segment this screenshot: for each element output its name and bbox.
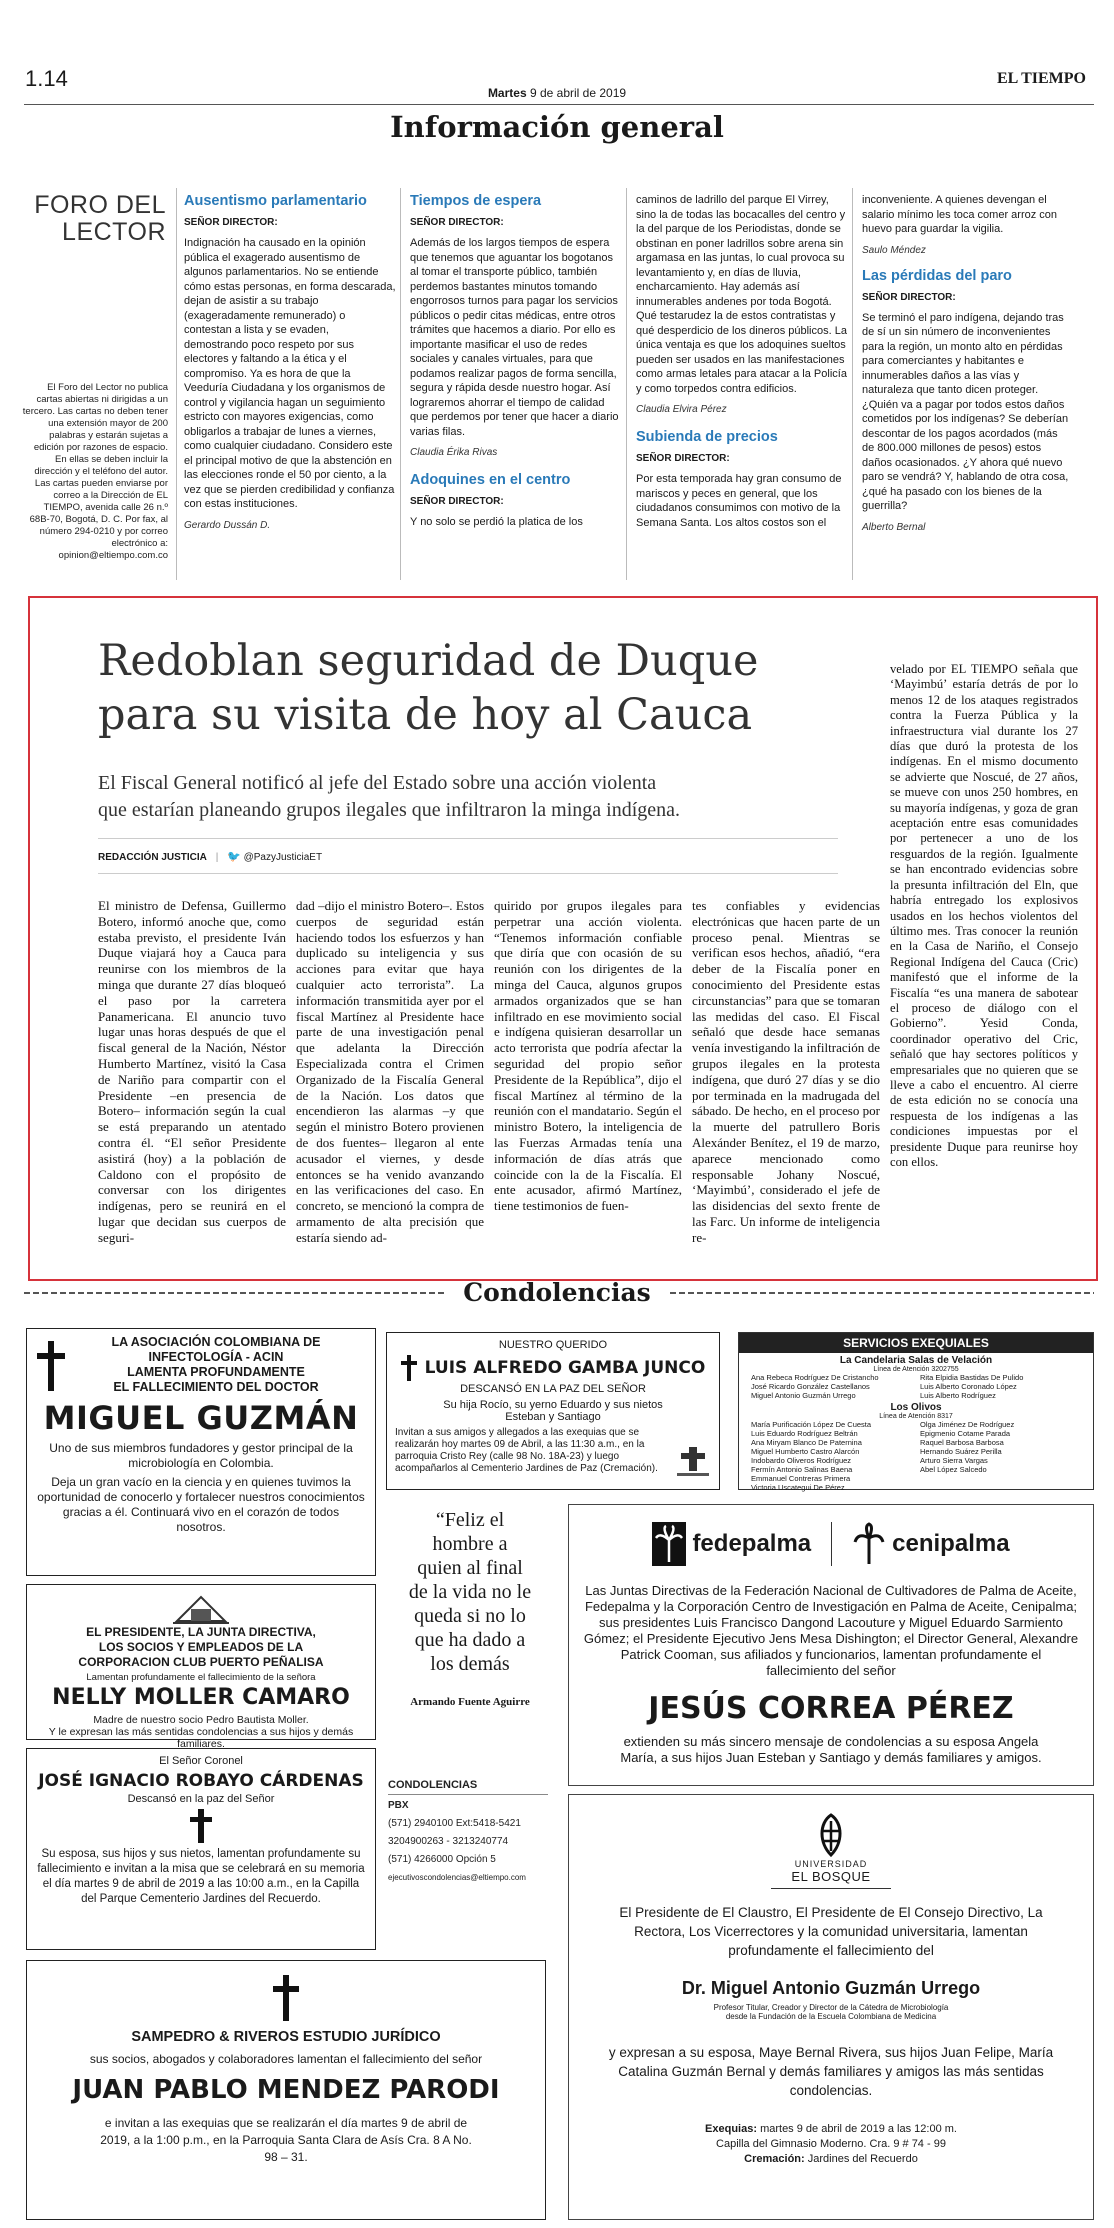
servicios-entry: Luis Alberto Rodríguez [920, 1391, 996, 1400]
servicios-entry: Luis Eduardo Rodríguez Beltrán [751, 1429, 858, 1438]
article-column-1: El ministro de Defensa, Guillermo Botero, informó anoche que, como estaba previsto, el presidente Iván Duque viajará hoy a Cauca para reunirse con los miembros de la minga que durante 27 días bloqueó el paso por la carretera Panamericana. El anuncio tuvo lugar unas horas después de que el fiscal general de la Nación, Néstor Humberto Martínez, visitó la Casa de Nariño para compartir con el Presidente –en presencia de Botero– información según la cual se está preparando un atentado contra él. “El señor Presidente asistirá (hoy) a la población de Caldono con el propósito de conversar con los dirigentes indígenas, pero se reunirá en el lugar que decidan sus cuerpos de seguri- [98, 898, 286, 1245]
column-divider [852, 188, 853, 580]
quote-author: Armando Fuente Aguirre [410, 1696, 530, 1708]
bosque-cremacion-value: Jardines del Recuerdo [807, 2153, 918, 2165]
cross-icon [273, 1975, 299, 2021]
letter-signature: Claudia Elvira Pérez [636, 404, 727, 415]
servicios-entry: Raquel Barbosa Barbosa [920, 1438, 1004, 1447]
letter-body: inconveniente. A quienes devengan el salario mínimo les toca comer arroz con huevo para guardar la vigilia. [862, 194, 1058, 235]
sampedro-org: SAMPEDRO & RIVEROS ESTUDIO JURÍDICO [131, 2029, 441, 2045]
acin-lamenta: LAMENTA PROFUNDAMENTE [127, 1365, 305, 1379]
servicios-linea-1: Línea de Atención 3202755 [873, 1366, 959, 1373]
sampedro-invite: e invitan a las exequias que se realizarán el día martes 9 de abril de 2019, a la 1:00 p.m., en la Parroquia Santa Clara de Asís Cra. 8 A No. 98 – 31. [100, 2116, 472, 2164]
bosque-exequias-label: Exequias: [705, 2123, 757, 2135]
contact-phone-1: (571) 2940100 Ext:5418-5421 [388, 1818, 521, 1829]
letter-body: Se terminó el paro indígena, dejando tras de sí un sin número de inconvenientes para la región, un monto alto en pérdidas para comerciantes y habitantes e innumerables daños a las vías y naturaleza que tanto dicen proteger. ¿Quién va a pagar por todos estos daños cometidos por los indígenas? Se deberían descontar de los pagos acordados (más de 800.000 millones de pesos) estos daños ocasionados. ¿Y ahora qué nuevo paro se vendrá? Y, hablando de otra cosa, ¿qué ha pasado con los bienes de la guerrilla? [862, 311, 1069, 512]
bosque-cremacion [587, 2152, 1075, 2167]
letter-signature: Saulo Méndez [862, 244, 926, 256]
article-headline [98, 634, 858, 742]
servicios-entry: Abel López Salcedo [920, 1465, 987, 1474]
date-rest: 9 de abril de 2019 [529, 86, 627, 100]
puerto-lamenta: Lamentan profundamente el fallecimiento de la señora [86, 1672, 316, 1683]
headline-line-2: para su visita de hoy al Cauca [98, 690, 753, 740]
servicios-entry: Ana Miryam Blanco De Paternina [751, 1438, 862, 1447]
servicios-entry: Ana Rebeca Rodríguez De Cristancho [751, 1373, 879, 1382]
bosque-closing: y expresan a su esposa, Maye Bernal Rivera, sus hijos Juan Felipe, María Catalina Guzmán Bernal y demás familiares y amigos las más sentidas condolencias. [608, 2045, 1054, 2098]
notice-servicios [738, 1332, 1094, 1490]
column-divider [176, 188, 177, 580]
byline-rule-bottom [98, 873, 838, 874]
cenipalma-logo [852, 1522, 1009, 1566]
letter-signature: Gerardo Dussán D. [184, 519, 271, 531]
letter-body: Además de los largos tiempos de espera que tenemos que aguantar los bogotanos al tomar el transporte público, también perdemos bastantes minutos tomando engorrosos turnos para pagar los servicios públicos o pedir citas médicas, entre otros trámites que hacemos a diario. Por ello es importante masificar el uso de redes sociales y canales virtuales, para que podamos realizar pagos de forma sencilla, segura y rápida desde nuestro hogar. Así lograremos ahorrar el tiempo de calidad que perdemos por tener que hacer a diario varias filas. [410, 237, 619, 438]
letter-salutation: SEÑOR DIRECTOR: [410, 496, 504, 507]
letter-title: Las pérdidas del paro [862, 267, 1012, 284]
paper-name: EL TIEMPO [996, 70, 1086, 87]
foro-title-line-2: LECTOR [62, 218, 166, 246]
letter-salutation: SEÑOR DIRECTOR: [636, 453, 730, 464]
letter-signature: Claudia Érika Rivas [410, 447, 498, 458]
bosque-role-1: Profesor Titular, Creador y Director de la Cátedra de Microbiología [713, 2003, 949, 2012]
servicios-entry: Arturo Sierra Vargas [920, 1456, 988, 1465]
letter-title: Ausentismo parlamentario [184, 193, 367, 209]
article-column-5: velado por EL TIEMPO señala que ‘Mayimbú’ estaría detrás de por lo menos 12 de los ataques registrados contra la Fuerza Pública y la infraestructura vial durante los 27 días que duró la protesta de los indígenas. En el mismo documento se advierte que Noscué, de 27 años, se mueve con unos 250 hombres, en su mayoría indígenas, y goza de gran aceptación entre esas comunidades por pertenecer a uno de los resguardos de la región. Igualmente se han encontrado evidencias sobre la presunta infiltración del Eln, que habría entregado los explosivos usados en los hechos violentos del último mes. Tras conocer la reunión en la Casa de Nariño, el Consejo Regional Indígena del Cauca (Cric) manifestó que el informe de la Fiscalía “es una manera de sabotear el proceso de diálogo con el Gobierno”. Yesid Conda, coordinador operativo del Cric, señaló que hay sectores políticos y empresariales que no quieren que se lleve a cabo el encuentro. Al cierre de esta edición no se conocía una respuesta de los indígenas a las condiciones impuestas por el presidente Duque para reunirse hoy con ellos. [890, 662, 1078, 1169]
bosque-role-2: desde la Fundación de la Escuela Colombiana de Medicina [725, 2012, 937, 2021]
foro-title-line-1: FORO DEL [34, 191, 166, 219]
headline-line-1: Redoblan seguridad de Duque [98, 636, 759, 686]
puerto-org-3: CORPORACION CLUB PUERTO PEÑALISA [78, 1655, 324, 1669]
servicios-entry: Fermín Antonio Salinas Baena [751, 1465, 853, 1474]
foro-notice: El Foro del Lector no publica cartas abiertas ni dirigidas a un tercero. Las cartas no deben tener una extensión mayor de 200 palabras y estarán sujetas a edición por razones de espacio. En ellas se deben incluir la dirección y el teléfono del autor. Las cartas pueden enviarse por correo a la Dirección de EL TIEMPO, avenida calle 26 n.º 68B-70, Bogotá, D. C. Por fax, al número 294-0210 y por correo electrónico a: opinion@eltiempo.com.co [22, 382, 168, 561]
notice-sampedro-riveros [26, 1960, 546, 2220]
acin-text: Uno de sus miembros fundadores y gestor principal de la microbiología en Colombia. [49, 1441, 353, 1470]
acin-deceased-name: MIGUEL GUZMÁN [43, 1399, 359, 1437]
column-divider [626, 188, 627, 580]
acin-text-2: Deja un gran vacío en la ciencia y en quienes tuvimos la oportunidad de conocerlo y fortalecer nuestros conocimientos gracias a él. Continuará vivo en el corazón de todos nosotros. [37, 1475, 365, 1534]
servicios-linea-2: Línea de Atención 8317 [879, 1413, 953, 1420]
letter-tiempos [410, 193, 622, 530]
date-line [0, 86, 1114, 100]
luis-invite: Invitan a sus amigos y allegados a las exequias que se realizarán hoy martes 09 de Abril, a las 11:30 a.m., en la parroquia Cristo Rey (calle 98 No. 18A-23) y luego acompañarlos al Cementerio Jardines de Paz (Cremación). [395, 1427, 658, 1474]
letter-body: Y no solo se perdió la platica de los [410, 516, 583, 528]
servicios-list-left-1 [751, 1373, 912, 1400]
byline-twitter: @PazyJusticiaET [243, 852, 323, 863]
article-column-3: quirido por grupos ilegales para perpetrar una acción violenta. “Tenemos información confiable que diría que con ocasión de su reunión con los dirigentes de la minga del Cauca, algunos grupos armados organizados que se han infiltrado en ese movimiento social e indígena quisieran desarrollar un acto terrorista que podría afectar la seguridad del propio señor Presidente de la República”, dijo el fiscal Martínez al término de la reunión con el mandatario. Según el ministro Botero, la inteligencia de las Fuerzas Armadas tenía una información de días atrás que coincide con la de la Fiscalía. El ente acusador, afirmó Martínez, tiene testimonios de fuen- [494, 898, 682, 1214]
byline-rule-top [98, 838, 838, 839]
puerto-deceased-name: NELLY MOLLER CAMARO [52, 1685, 350, 1710]
letter-adoquines-cont [636, 193, 848, 530]
subhead-line-2: que estarían planeando grupos ilegales que infiltraron la minga indígena. [98, 799, 681, 821]
funeral-logo-icon [675, 1445, 711, 1479]
article-column-4: tes confiables y evidencias electrónicas que hacen parte de un proceso penal. Mientras se verifican esos hechos, añadió, “era deber de la Fiscalía poner en conocimiento del Presidente estas circunstancias” para que se tomaran las medidas del caso. El Fiscal señaló que desde hace semanas venía investigando la infiltración de grupos ilegales en la protesta indígena, que duró 27 días y se dio por terminada en la madrugada del sábado. De hecho, en el proceso por la muerte del patrullero Boris Alexánder Benítez, el 19 de marzo, aparece mencionado como responsable Johany Noscué, ‘Mayimbú’, considerado el jefe de las disidencias del sexto frente de las Farc. Un informe de inteligencia re- [692, 898, 880, 1245]
article-subhead [98, 770, 858, 824]
date-day: Martes [487, 86, 527, 100]
fedepalma-closing: extienden su más sincero mensaje de condolencias a su esposa Angela María, a sus hijos Juan Esteban y Santiago y demás familiares y amigos. [620, 1734, 1042, 1765]
bosque-deceased-name: Dr. Miguel Antonio Guzmán Urrego [681, 1978, 981, 1998]
quote-line: de la vida no le [408, 1581, 532, 1603]
bosque-exequias [587, 2122, 1075, 2137]
page-number: 1.14 [25, 66, 68, 91]
palm-leaf-icon [852, 1522, 886, 1566]
article-column-2: dad –dijo el ministro Botero–. Estos cuerpos de seguridad están haciendo todos los esfuerzos y han duplicado su inteligencia y sus acciones para evitar que haya cualquier acto terrorista”. La información transmitida ayer por el fiscal Martínez al Presidente hace parte de una investigación penal que adelanta la Dirección Especializada contra el Crimen Organizado de la Fiscalía General de la Nación. Los datos que encendieron las alarmas –y que según el ministro Botero provienen de dos fuentes– llegaron al ente acusador el viernes, y desde entonces se ha venido avanzando en las verificaciones del caso. En concreto, se mencionó la compra de armamento de alta precisión que estaría siendo ad- [296, 898, 484, 1245]
contact-phone-2: 3204900263 - 3213240774 [388, 1836, 509, 1847]
bosque-exequias-value: martes 9 de abril de 2019 a las 12:00 m. [760, 2123, 957, 2135]
letter-title: Tiempos de espera [410, 193, 542, 209]
acin-org-1: LA ASOCIACIÓN COLOMBIANA DE [111, 1335, 321, 1349]
quote-line: “Feliz el [435, 1509, 505, 1531]
foro-title [26, 192, 166, 246]
notice-fedepalma [568, 1504, 1094, 1786]
letter-perdidas [862, 193, 1070, 533]
puerto-org-1: EL PRESIDENTE, LA JUNTA DIRECTIVA, [86, 1625, 316, 1639]
servicios-entry: Epigmenio Cotame Parada [920, 1429, 1011, 1438]
servicios-entry: María Purificación López De Cuesta [751, 1420, 872, 1429]
letter-salutation: SEÑOR DIRECTOR: [410, 217, 504, 228]
fedepalma-logo [652, 1522, 811, 1566]
servicios-entry: Rita Elpidia Bastidas De Pulido [920, 1373, 1024, 1382]
servicios-list-left-2 [751, 1420, 912, 1492]
bosque-logo-line-1: UNIVERSIDAD [794, 1859, 868, 1869]
servicios-entry: Victoria Uscategui De Pérez [751, 1483, 845, 1492]
letter-ausentismo [184, 193, 396, 531]
servicios-entry: Olga Jiménez De Rodríguez [920, 1420, 1015, 1429]
palm-tree-icon [652, 1522, 686, 1566]
sampedro-text: sus socios, abogados y colaboradores lamentan el fallecimiento del señor [89, 2052, 483, 2066]
club-crest-icon [171, 1591, 231, 1625]
robayo-text: Su esposa, sus hijos y sus nietos, lamentan profundamente su fallecimiento e invitan a la misa que se celebrará en su memoria el día martes 9 de abril de 2019 a las 10:00 a.m., en la Capilla del Parque Cementerio Jardines del Recuerdo. [37, 1848, 365, 1905]
servicios-entry: Emmanuel Contreras Primera [751, 1474, 851, 1483]
letter-body: Por esta temporada hay gran consumo de mariscos y peces en general, que los ciudadanos consumimos con motivo de la Semana Santa. Los altos costos son el [636, 473, 842, 529]
cenipalma-logo-text: cenipalma [892, 1530, 1010, 1557]
letter-body: caminos de ladrillo del parque El Virrey, sino la de todas las bocacalles del centro y la del parque de los Periodistas, donde se obstinan en poner ladrillos sobre arena sin argamasa en las juntas, lo cual provoca su levantamiento y, en días de lluvia, encharcamiento. Hay además así innumerables andenes por toda Bogotá. Qué testarudez la de estos contratistas y qué desperdicio de los dineros públicos. La única ventaja es que los adoquines sueltos pueden ser usados en las manifestaciones como armas letales para atacar a la Policía y como torpedos contra edificios. [636, 194, 847, 395]
notice-robayo [26, 1748, 376, 1950]
quote-line: hombre a [432, 1533, 508, 1555]
servicios-entry: Indobardo Oliveros Rodríguez [751, 1456, 852, 1465]
contact-title: CONDOLENCIAS [388, 1776, 548, 1795]
letter-salutation: SEÑOR DIRECTOR: [862, 291, 956, 303]
acin-fallecimiento: EL FALLECIMIENTO DEL DOCTOR [113, 1380, 319, 1394]
cross-icon [37, 1341, 65, 1391]
header-rule [24, 104, 1094, 105]
notice-el-bosque [568, 1794, 1094, 2220]
robayo-deceased-name: JOSÉ IGNACIO ROBAYO CÁRDENAS [38, 1771, 364, 1791]
quote [390, 1508, 550, 1714]
puerto-expresan: Y le expresan las más sentidas condolencias a sus hijos y demás familiares. [48, 1726, 354, 1750]
university-crest-icon [811, 1813, 851, 1857]
letter-signature: Alberto Bernal [862, 521, 926, 533]
letter-salutation: SEÑOR DIRECTOR: [184, 217, 278, 228]
servicios-candelaria: La Candelaria Salas de Velación [839, 1355, 993, 1366]
notice-luis-gamba [386, 1332, 720, 1490]
contact-phone-3: (571) 4266000 Opción 5 [388, 1854, 496, 1865]
servicios-entry: Miguel Antonio Guzmán Urrego [751, 1391, 856, 1400]
servicios-list-right-1 [920, 1373, 1081, 1400]
quote-line: los demás [430, 1653, 510, 1675]
servicios-title: SERVICIOS EXEQUIALES [739, 1333, 1093, 1353]
bosque-text: El Presidente de El Claustro, El Presidente de El Consejo Directivo, La Rectora, Los Vicerrectores y la comunidad universitaria, lamentan profundamente el fallecimiento del [619, 1905, 1043, 1958]
robayo-top: El Señor Coronel [159, 1755, 243, 1767]
luis-family: Su hija Rocío, su yerno Eduardo y sus nietos Esteban y Santiago [443, 1399, 663, 1423]
fedepalma-text: Las Juntas Directivas de la Federación Nacional de Cultivadores de Palma de Aceite, Fedepalma y la Corporación Centro de Investigación en Palma de Aceite, Cenipalma; sus presidentes Luis Francisco Dangond Lacouture y Miguel Eduardo Sarmiento Gómez; el Presidente Ejecutivo Jens Mesa Dishington; el Director General, Alexandre Patrick Cooman, sus afiliados y funcionarios, lamentan profundamente el fallecimiento del señor [583, 1583, 1079, 1678]
contact-pbx: PBX [388, 1800, 409, 1811]
luis-deceased-name: LUIS ALFREDO GAMBA JUNCO [424, 1358, 706, 1378]
twitter-icon: 🐦 [227, 851, 241, 863]
notice-puerto-penalisa [26, 1584, 376, 1750]
subhead-line-1: El Fiscal General notificó al jefe del Estado sobre una acción violenta [98, 772, 657, 794]
bosque-cremacion-label: Cremación: [744, 2153, 805, 2165]
quote-line: que ha dado a [414, 1629, 526, 1651]
sampedro-deceased-name: JUAN PABLO MENDEZ PARODI [72, 2075, 500, 2105]
quote-line: queda si no lo [414, 1605, 526, 1627]
robayo-descanso: Descansó en la paz del Señor [127, 1793, 275, 1805]
servicios-list-right-2 [920, 1420, 1081, 1492]
servicios-entry: Luis Alberto Coronado López [920, 1382, 1017, 1391]
column-divider [400, 188, 401, 580]
letter-title: Adoquines en el centro [410, 472, 571, 488]
cross-icon [401, 1355, 417, 1381]
bosque-logo-line-2: EL BOSQUE [791, 1869, 871, 1884]
servicios-entry: Miguel Humberto Castro Alarcón [751, 1447, 860, 1456]
condolencias-contact [388, 1776, 548, 1887]
servicios-entry: José Ricardo González Castellanos [751, 1382, 870, 1391]
letter-title: Subienda de precios [636, 429, 778, 445]
section-title: Información general [390, 110, 724, 144]
cross-icon [190, 1809, 212, 1843]
byline-author: REDACCIÓN JUSTICIA [98, 852, 207, 863]
luis-descanso: DESCANSÓ EN LA PAZ DEL SEÑOR [460, 1383, 646, 1395]
fedepalma-deceased-name: JESÚS CORREA PÉREZ [648, 1691, 1014, 1726]
notice-acin [26, 1328, 376, 1576]
quote-line: quien al final [417, 1557, 523, 1579]
luis-top: NUESTRO QUERIDO [498, 1339, 608, 1351]
letter-body: Indignación ha causado en la opinión pública el exagerado ausentismo de algunos parlamentarios. No se entiende cómo estas personas, en forma descarada, dejan de asistir a su trabajo (exageradamente remunerado) o contestan a lista y se evaden, demostrando poco respeto por sus electores y faltando a la ética y el compromiso. Ya es hora de que la Veeduría Ciudadana y los organismos de control y vigilancia hagan un seguimiento estricto con mayores exigencias, como obligarlos a trabajar de lunes a viernes, como cualquier ciudadano. Considero este el principal motivo de que la abstención en las elecciones ronde el 50 por ciento, a la vez que se pierden credibilidad y confianza con estas instituciones. [184, 237, 396, 510]
puerto-org-2: LOS SOCIOS Y EMPLEADOS DE LA [98, 1640, 304, 1654]
puerto-madre: Madre de nuestro socio Pedro Bautista Moller. [93, 1714, 309, 1726]
fedepalma-logo-text: fedepalma [692, 1530, 812, 1557]
servicios-olivos: Los Olivos [890, 1402, 942, 1413]
article-byline: REDACCIÓN JUSTICIA | 🐦 @PazyJusticiaET [98, 851, 323, 863]
acin-org-2: INFECTOLOGÍA - ACIN [148, 1350, 284, 1364]
condolencias-title: Condolencias [463, 1278, 651, 1307]
contact-email[interactable]: ejecutivoscondolencias@eltiempo.com [388, 1873, 526, 1882]
servicios-entry: Hernando Suárez Perilla [920, 1447, 1002, 1456]
bosque-capilla: Capilla del Gimnasio Moderno. Cra. 9 # 74 - 99 [716, 2138, 946, 2150]
